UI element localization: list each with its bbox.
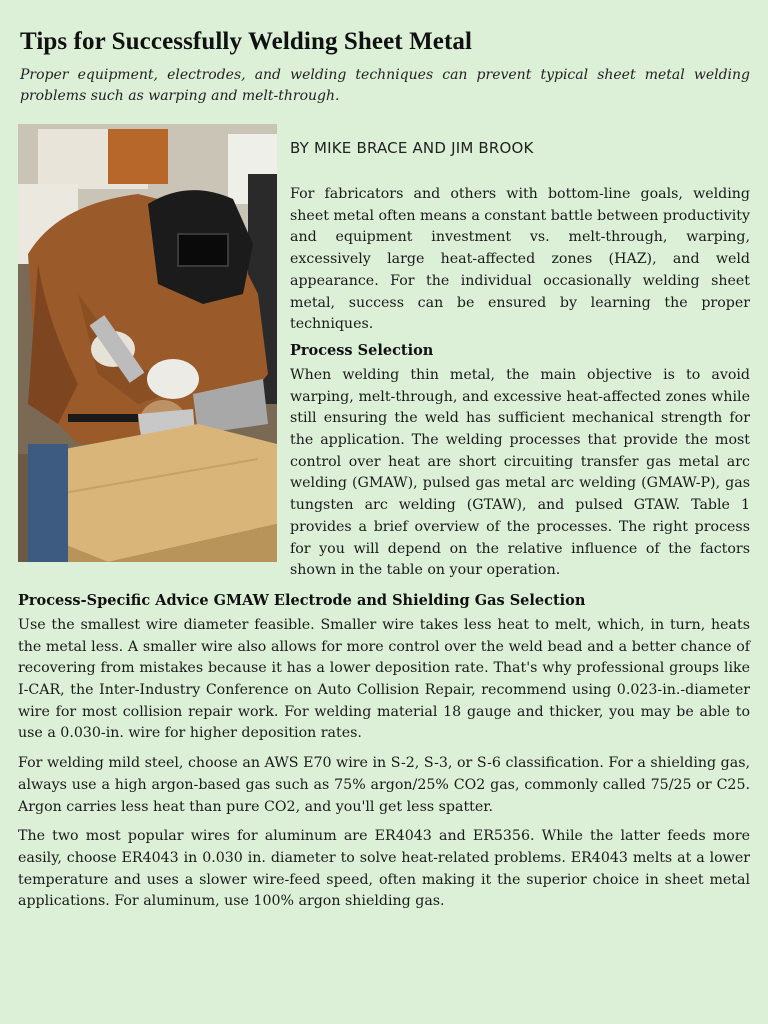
intro-paragraph: For fabricators and others with bottom-line goals, welding sheet metal often means a constant battle between productivity and equipment investment vs. melt-through, warping, excessively large heat-affected zones (HAZ), and weld appearance. For the individual occasionally welding sheet metal, success can be ensured by learning the proper techniques. <box>290 186 750 333</box>
section-heading-gmaw: Process-Specific Advice GMAW Electrode and Shielding Gas Selection <box>18 591 586 609</box>
gmaw-paragraph-3: The two most popular wires for aluminum are ER4043 and ER5356. While the latter feeds more easily, choose ER4043 in 0.030 in. diameter to solve heat-related problems. ER4043 melts at a lower temperature and uses a slower wire-feed speed, often making it the superior choice in sheet metal applications. For aluminum, use 100% argon shielding gas. <box>18 828 750 910</box>
article-body <box>18 124 750 913</box>
gmaw-paragraph-1: Use the smallest wire diameter feasible. Smaller wire takes less heat to melt, which, in turn, heats the metal less. A smaller wire also allows for more control over the weld bead and a better chance of recovering from mistakes because it has a lower deposition rate. That's why professional groups like I-CAR, the Inter-Industry Conference on Auto Collision Repair, recommend using 0.023-in.-diameter wire for most collision repair work. For welding material 18 gauge and thicker, you may be able to use a 0.030-in. wire for higher deposition rates. <box>18 616 750 742</box>
article-page <box>18 0 750 1024</box>
welder-photo <box>18 124 277 562</box>
process-selection-paragraph: When welding thin metal, the main objective is to avoid warping, melt-through, and excessive heat-affected zones while still ensuring the weld has sufficient mechanical strength for the application. The welding processes that provide the most control over heat are short circuiting transfer gas metal arc welding (GMAW), pulsed gas metal arc welding (GMAW-P), gas tungsten arc welding (GTAW), and pulsed GTAW. Table 1 provides a brief overview of the processes. The right process for you will depend on the relative influence of the factors shown in the table on your operation. <box>290 366 750 579</box>
gmaw-paragraph-2: For welding mild steel, choose an AWS E70 wire in S-2, S-3, or S-6 classification. For a shielding gas, always use a high argon-based gas such as 75% argon/25% CO2 gas, commonly called 75/25 or C25. Argon carries less heat than pure CO2, and you'll get less spatter. <box>18 755 750 815</box>
byline: BY MIKE BRACE AND JIM BROOK <box>290 139 534 157</box>
section-heading-process-selection: Process Selection <box>290 341 434 359</box>
article-deck: Proper equipment, electrodes, and welding techniques can prevent typical sheet metal welding problems such as warping and melt-through. <box>20 67 750 104</box>
article-title: Tips for Successfully Welding Sheet Metal <box>20 28 473 55</box>
